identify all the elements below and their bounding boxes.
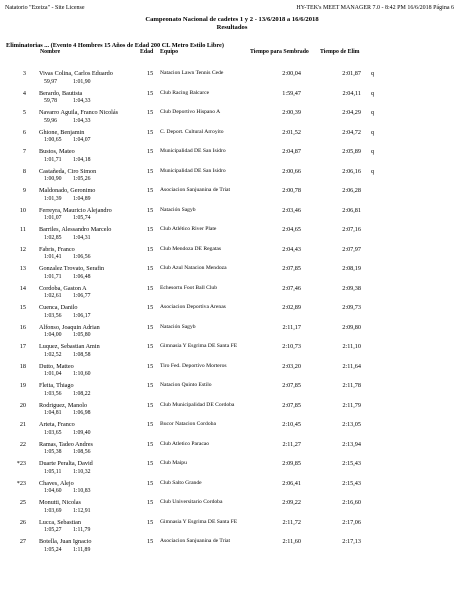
result-split1: 1:03,56: [44, 312, 62, 319]
result-final: 2:09,73: [342, 304, 361, 311]
result-final: 2:05,89: [342, 148, 361, 155]
result-row: [0, 70, 464, 90]
result-age: 15: [147, 89, 154, 97]
result-split1: 1:05,38: [44, 449, 62, 455]
result-split1: 1:03,56: [44, 390, 62, 397]
result-age: 15: [147, 167, 154, 175]
result-q: q: [371, 128, 375, 136]
result-split1: 1:04,81: [44, 410, 62, 416]
result-place: 20: [19, 401, 26, 409]
result-row: [0, 421, 464, 441]
result-team: Municipalidad DE San Isidro: [160, 148, 226, 154]
result-split1: 1:05,27: [44, 527, 62, 533]
result-split1: 1:00,65: [44, 137, 62, 143]
result-place: 3: [22, 70, 26, 77]
result-row: [0, 324, 464, 344]
result-row: [0, 226, 464, 246]
result-place: *23: [16, 479, 26, 487]
result-age: 15: [147, 148, 154, 155]
result-team: Club Salto Grande: [160, 479, 202, 486]
result-team: Gimnasia Y Esgrima DE Santa FE: [160, 518, 238, 525]
result-row: [0, 460, 464, 480]
result-split1: 1:03,65: [44, 429, 62, 436]
result-final: 2:07,16: [342, 226, 361, 233]
result-row: [0, 168, 464, 188]
result-team: Gimnasia Y Esgrima DE Santa FE: [160, 343, 238, 349]
result-final: 2:11,79: [342, 401, 361, 409]
result-row: [0, 187, 464, 207]
result-name: Cordoba, Gaston A: [39, 284, 87, 292]
page-header-right: HY-TEK's MEET MANAGER 7.0 - 8:42 PM 16/6/2018 Página 6: [296, 5, 454, 11]
result-seed: 2:10,45: [282, 421, 301, 428]
result-split2: 1:06,17: [73, 312, 91, 319]
result-split2: 1:11,89: [73, 546, 91, 553]
result-final: 2:13,05: [342, 421, 361, 428]
result-age: 15: [147, 343, 154, 350]
result-split1: 1:02,52: [44, 351, 62, 358]
result-seed: 2:06,41: [282, 479, 301, 487]
result-final: 2:15,43: [342, 460, 361, 467]
result-split2: 1:12,91: [73, 507, 91, 514]
result-age: 15: [147, 401, 154, 409]
result-row: [0, 129, 464, 149]
result-split2: 1:06,48: [73, 273, 91, 280]
result-row: [0, 480, 464, 500]
result-place: 9: [22, 187, 26, 194]
result-age: 15: [147, 70, 154, 77]
result-seed: 2:11,60: [282, 538, 301, 545]
result-final: 2:06,16: [342, 167, 361, 175]
result-place: 6: [22, 128, 26, 136]
result-q: q: [371, 70, 375, 77]
result-row: [0, 304, 464, 324]
result-split2: 1:05,74: [73, 215, 91, 221]
result-final: 2:15,43: [342, 479, 361, 487]
result-age: 15: [147, 284, 154, 292]
result-name: Fleita, Thiago: [39, 382, 74, 389]
result-age: 15: [147, 206, 154, 214]
result-final: 2:13,94: [342, 440, 361, 448]
result-seed: 1:59,47: [282, 89, 301, 97]
result-team: Tiro Fed. Deportivo Morteros: [160, 362, 227, 369]
result-split2: 1:04,18: [73, 156, 91, 163]
column-name: Nombre: [40, 49, 61, 55]
result-place: 13: [19, 265, 26, 272]
result-place: 12: [19, 245, 26, 253]
result-split1: 1:02,85: [44, 234, 62, 241]
result-name: Vivas Colina, Carlos Eduardo: [39, 70, 113, 77]
result-team: Municipalidad DE San Isidro: [160, 167, 226, 174]
result-final: 2:08,19: [342, 265, 361, 272]
result-row: [0, 265, 464, 285]
result-age: 15: [147, 128, 154, 136]
result-name: Luquez, Sebastian Amin: [39, 343, 100, 350]
result-place: 7: [22, 148, 26, 155]
result-split2: 1:08,58: [73, 351, 91, 358]
result-split2: 1:04,07: [73, 137, 91, 143]
result-name: Fabris, Franco: [39, 245, 75, 253]
result-place: 5: [22, 109, 26, 116]
result-seed: 2:11,27: [282, 440, 301, 448]
result-split2: 1:05,26: [73, 176, 91, 182]
result-seed: 2:00,04: [282, 70, 301, 77]
result-final: 2:06,28: [342, 187, 361, 194]
result-row: [0, 382, 464, 402]
result-seed: 2:07,85: [282, 401, 301, 409]
result-final: 2:17,06: [342, 518, 361, 526]
result-seed: 2:07,85: [282, 265, 301, 272]
result-row: [0, 148, 464, 168]
result-split1: 1:01,71: [44, 156, 62, 163]
result-age: 15: [147, 479, 154, 487]
column-seed-time: Tiempo para Sembrado: [250, 49, 309, 55]
result-age: 15: [147, 265, 154, 272]
result-final: 2:04,29: [342, 109, 361, 116]
result-seed: 2:00,78: [282, 187, 301, 194]
result-final: 2:04,11: [342, 89, 361, 97]
result-place: 22: [19, 440, 26, 448]
column-headers: [0, 49, 464, 57]
result-seed: 2:07,46: [282, 284, 301, 292]
result-split1: 1:05,11: [44, 468, 62, 475]
result-row: [0, 285, 464, 305]
result-seed: 2:09,22: [282, 499, 301, 506]
result-name: Chaves, Alejo: [39, 479, 74, 487]
result-team: Club Atletico Paracao: [160, 440, 210, 447]
result-seed: 2:09,85: [282, 460, 301, 467]
result-seed: 2:00,66: [282, 167, 301, 175]
result-team: Club Mendoza DE Regatas: [160, 245, 222, 252]
result-place: 26: [19, 518, 26, 526]
result-split1: 59,97: [44, 78, 58, 85]
result-place: 4: [22, 89, 26, 97]
result-split1: 1:01,41: [44, 254, 62, 260]
result-split2: 1:11,79: [73, 527, 91, 533]
result-seed: 2:11,72: [282, 518, 301, 526]
result-row: [0, 207, 464, 227]
result-final: 2:04,72: [342, 128, 361, 136]
result-name: Botella, Juan Ignacio: [39, 538, 92, 545]
result-age: 15: [147, 538, 154, 545]
result-age: 15: [147, 440, 154, 448]
result-place: 21: [19, 421, 26, 428]
result-row: [0, 246, 464, 266]
result-team: Club Atlético River Plate: [160, 226, 217, 232]
result-team: Club Universitario Cordoba: [160, 499, 223, 505]
result-q: q: [371, 167, 375, 175]
result-split2: 1:08,56: [73, 449, 91, 455]
result-team: Club Azul Natacion Mendoza: [160, 265, 227, 271]
result-final: 2:17,13: [342, 538, 361, 545]
result-name: Bustos, Mateo: [39, 148, 75, 155]
results-list: [0, 70, 464, 558]
result-team: Club Deportivo Hispano A: [160, 109, 221, 115]
result-team: Natacion Lawn Tennis Cede: [160, 70, 224, 76]
result-row: [0, 109, 464, 129]
result-age: 15: [147, 226, 154, 233]
result-name: Berardo, Bautista: [39, 89, 83, 97]
column-age: Edad: [140, 49, 154, 55]
result-row: [0, 441, 464, 461]
result-split1: 59,78: [44, 98, 58, 104]
result-age: 15: [147, 421, 154, 428]
column-team: Equipo: [160, 49, 179, 55]
result-team: Asociacion Sanjuanina de Triat: [160, 538, 231, 544]
result-age: 15: [147, 109, 154, 116]
result-name: Monutti, Nicolas: [39, 499, 81, 506]
result-final: 2:09,38: [342, 284, 361, 292]
result-split2: 1:06,77: [73, 293, 91, 299]
result-seed: 2:04,87: [282, 148, 301, 155]
result-name: Alfonso, Joaquin Adrian: [39, 323, 100, 331]
result-row: [0, 538, 464, 558]
result-row: [0, 343, 464, 363]
result-seed: 2:10,73: [282, 343, 301, 350]
result-name: Castañeda, Ciro Simon: [39, 167, 97, 175]
result-place: 8: [22, 167, 26, 175]
result-name: Ramas, Tadeo Andres: [39, 440, 93, 448]
result-name: Arteta, Franco: [39, 421, 75, 428]
result-age: 15: [147, 187, 154, 194]
result-split2: 1:06,98: [73, 410, 91, 416]
result-team: Club Racing Balcarce: [160, 89, 210, 96]
result-split2: 1:10,83: [73, 488, 91, 494]
result-final: 2:11,64: [342, 362, 361, 370]
result-seed: 2:11,17: [282, 323, 301, 331]
result-team: Bucor Natacion Cordoba: [160, 421, 216, 427]
section-title: Resultados: [216, 24, 248, 31]
result-seed: 2:07,85: [282, 382, 301, 389]
result-place: 18: [19, 362, 26, 370]
result-split1: 1:01,39: [44, 195, 62, 202]
result-name: Dutto, Matteo: [39, 362, 74, 370]
result-row: [0, 499, 464, 519]
result-name: Barriles, Alessandro Marcelo: [39, 226, 112, 233]
result-split2: 1:04,33: [73, 98, 91, 104]
result-final: 2:06,81: [342, 206, 361, 214]
result-q: q: [371, 89, 375, 97]
result-place: 11: [20, 226, 26, 233]
result-split1: 1:04,00: [44, 332, 62, 338]
result-team: Natación Sagyb: [160, 206, 196, 213]
result-team: Asociacion Deportiva Arenas: [160, 304, 226, 310]
result-split2: 1:06,56: [73, 254, 91, 260]
result-split1: 1:01,07: [44, 215, 62, 221]
result-split2: 1:09,40: [73, 429, 91, 436]
result-name: Lucca, Sebastian: [39, 518, 81, 526]
result-age: 15: [147, 362, 154, 370]
result-final: 2:11,78: [342, 382, 361, 389]
result-final: 2:07,97: [342, 245, 361, 253]
result-team: Asociacion Sanjuanina de Triat: [160, 187, 231, 193]
result-row: [0, 90, 464, 110]
result-split2: 1:04,89: [73, 195, 91, 202]
result-team: Natacion Quinto Estilo: [160, 382, 212, 388]
result-final: 2:11,10: [342, 343, 361, 350]
result-split2: 1:04,33: [73, 117, 91, 124]
result-team: Club Municipalidad DE Cordoba: [160, 401, 235, 408]
result-split1: 1:03,69: [44, 507, 62, 514]
result-age: 15: [147, 460, 154, 467]
result-age: 15: [147, 323, 154, 331]
result-team: Natación Sagyb: [160, 323, 196, 330]
result-split2: 1:01,90: [73, 78, 91, 85]
column-final-time: Tiempo de Elim: [320, 49, 360, 55]
result-team: C. Deport. Cultural Arroyito: [160, 128, 224, 135]
result-place: *23: [16, 460, 26, 467]
result-name: Duarte Peralta, David: [39, 460, 93, 467]
result-age: 15: [147, 304, 154, 311]
result-age: 15: [147, 382, 154, 389]
result-final: 2:01,87: [342, 70, 361, 77]
result-split1: 1:05,24: [44, 546, 62, 553]
result-split1: 1:00,90: [44, 176, 62, 182]
result-split2: 1:05,80: [73, 332, 91, 338]
result-name: Ferreyra, Mauricio Alejandro: [39, 206, 112, 214]
result-name: Navarro Aguila, Franco Nicolás: [39, 109, 119, 116]
result-seed: 2:03,20: [282, 362, 301, 370]
result-split2: 1:04,31: [73, 234, 91, 241]
result-seed: 2:04,65: [282, 226, 301, 233]
result-name: Maldonado, Geronimo: [39, 187, 96, 194]
result-place: 19: [19, 382, 26, 389]
result-split1: 1:02,61: [44, 293, 62, 299]
result-age: 15: [147, 499, 154, 506]
result-place: 16: [19, 323, 26, 331]
result-team: Echesortu Foot Ball Club: [160, 284, 218, 291]
result-place: 27: [19, 538, 26, 545]
result-final: 2:09,80: [342, 323, 361, 331]
result-place: 25: [19, 499, 26, 506]
result-row: [0, 519, 464, 539]
result-place: 17: [19, 343, 26, 350]
meet-title: Campeonato Nacional de cadetes 1 y 2 - 13/6/2018 a 16/6/2018: [145, 16, 319, 23]
result-seed: 2:01,52: [282, 128, 301, 136]
result-place: 10: [19, 206, 26, 214]
result-row: [0, 402, 464, 422]
result-name: Gonzalez Trovato, Serafin: [39, 265, 105, 272]
result-seed: 2:00,39: [282, 109, 301, 116]
result-split1: 1:01,04: [44, 371, 62, 377]
result-name: Ghione, Benjamin: [39, 128, 85, 136]
result-split1: 1:04,60: [44, 488, 62, 494]
page-header-left: Natatorio "Ezeiza" - Site License: [5, 5, 85, 11]
result-team: Club Maipu: [160, 460, 187, 466]
result-age: 15: [147, 245, 154, 253]
result-final: 2:16,60: [342, 499, 361, 506]
result-q: q: [371, 109, 375, 116]
result-split1: 1:01,71: [44, 273, 62, 280]
result-split2: 1:10,60: [73, 371, 91, 377]
result-place: 14: [19, 284, 26, 292]
result-q: q: [371, 148, 375, 155]
result-row: [0, 363, 464, 383]
result-seed: 2:03,46: [282, 206, 301, 214]
event-heading: Eliminatorias ... (Evento 4 Hombres 15 Años de Edad 200 CL Metro Estilo Libre): [6, 42, 224, 49]
result-name: Cuenca, Danilo: [39, 304, 78, 311]
result-split2: 1:08,22: [73, 390, 91, 397]
result-place: 15: [19, 304, 26, 311]
result-age: 15: [147, 518, 154, 526]
result-split1: 59,96: [44, 117, 58, 124]
result-seed: 2:04,43: [282, 245, 301, 253]
result-split2: 1:10,32: [73, 468, 91, 475]
result-name: Rodriguez, Manolo: [39, 401, 88, 409]
result-seed: 2:02,89: [282, 304, 301, 311]
